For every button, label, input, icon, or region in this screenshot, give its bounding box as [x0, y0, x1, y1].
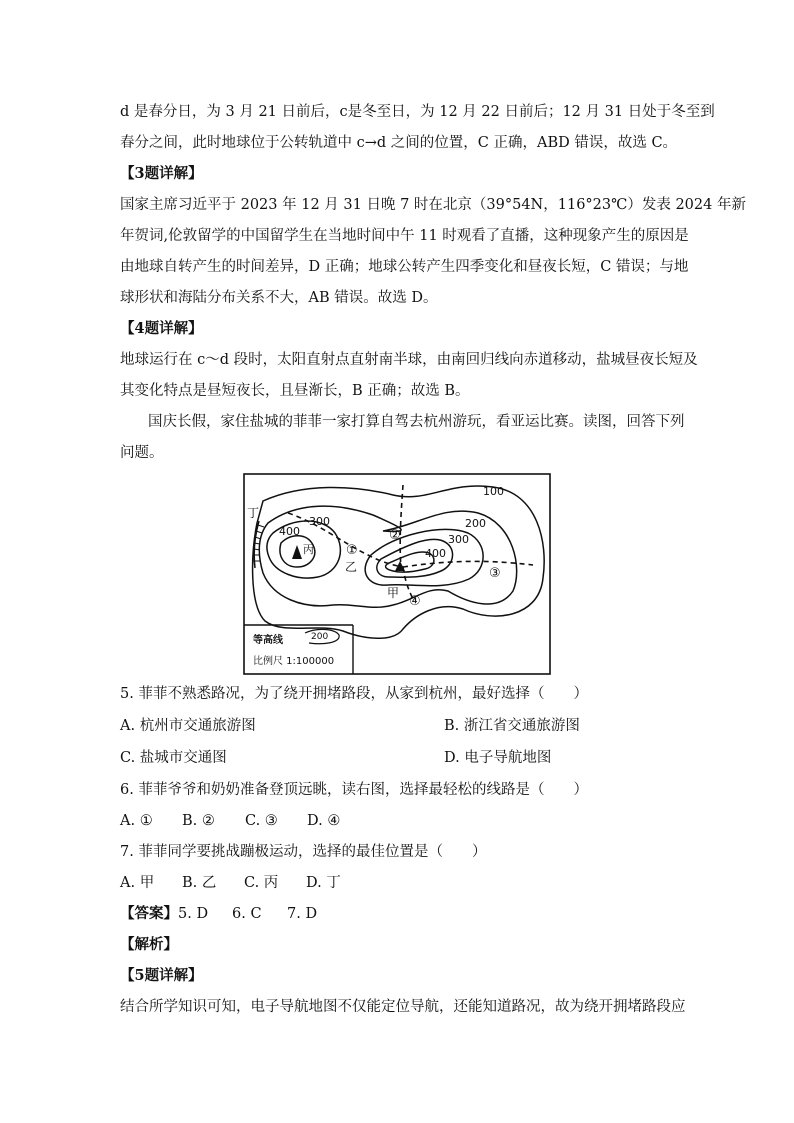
option-item: D. 电子导航地图: [444, 750, 552, 766]
option-item: C. 丙: [244, 875, 279, 891]
body-text-line: 地球运行在 c～d 段时，太阳直射点直射南半球，由南回归线向赤道移动，盐城昼夜长短及: [120, 352, 698, 368]
body-text-line: 结合所学知识可知，电子导航地图不仅能定位导航，还能知道路况，故为绕开拥堵路段应: [120, 999, 686, 1015]
option-item: B. ②: [182, 813, 215, 829]
route-label: ②: [389, 528, 401, 543]
contour-map-figure: [243, 473, 551, 675]
body-text-line: 国家主席习近平于 2023 年 12 月 31 日晚 7 时在北京（39°54N，116°23℃）发表 2024 年新: [120, 197, 746, 213]
contour-label: 300: [448, 533, 469, 546]
body-text-line: d 是春分日，为 3 月 21 日前后，c是冬至日，为 12 月 22 日前后；12 月 31 日处于冬至到: [120, 104, 715, 120]
section-heading: 【5题详解】: [120, 967, 203, 984]
body-text-line: 球形状和海陆分布关系不大，AB 错误。故选 D。: [120, 290, 438, 306]
option-item: D. 丁: [306, 875, 341, 891]
legend-value: 200: [311, 632, 329, 642]
option-item: B. 乙: [182, 875, 217, 891]
answer-row: [120, 904, 680, 924]
body-text-line: 由地球自转产生的时间差异，D 正确；地球公转产生四季变化和昼夜长短，C 错误；与地: [120, 259, 689, 275]
point-label: 丁: [247, 506, 260, 520]
question-7-stem: 7. 菲菲同学要挑战蹦极运动，选择的最佳位置是（ ）: [120, 844, 487, 860]
body-text-line: 春分之间，此时地球位于公转轨道中 c→d 之间的位置，C 正确，ABD 错误，故选 C。: [120, 135, 678, 151]
body-text-line: 年贺词,伦敦留学的中国留学生在当地时间中午 11 时观看了直播，这种现象产生的原因是: [120, 228, 689, 244]
section-heading: 【4题详解】: [120, 320, 203, 337]
option-item: D. ④: [307, 813, 341, 829]
body-text-line: 其变化特点是昼短夜长，且昼渐长，B 正确；故选 B。: [120, 383, 470, 399]
legend-title: 等高线: [253, 635, 283, 646]
options-row: [120, 873, 680, 893]
option-item: B. 浙江省交通旅游图: [444, 718, 580, 734]
option-item: A. 甲: [120, 875, 155, 891]
route-label: ④: [409, 594, 421, 609]
answer-value: 6. C: [232, 906, 262, 922]
route-label: ③: [489, 566, 501, 581]
question-6-stem: 6. 菲菲爷爷和奶奶准备登顶远眺，读右图，选择最轻松的线路是（ ）: [120, 782, 588, 798]
options-row: [120, 811, 680, 831]
contour-label: 200: [465, 517, 486, 530]
option-item: C. ③: [245, 813, 278, 829]
section-heading: 【3题详解】: [120, 165, 203, 182]
option-item: A. ①: [120, 813, 153, 829]
option-item: C. 盐城市交通图: [120, 750, 227, 766]
question-stem: 问题。: [120, 445, 164, 461]
contour-label: 300: [309, 515, 330, 528]
route-label: ①: [346, 543, 358, 558]
point-label: 甲: [387, 586, 400, 600]
question-5-stem: 5. 菲菲不熟悉路况，为了绕开拥堵路段，从家到杭州，最好选择（ ）: [120, 686, 588, 702]
point-label: 乙: [345, 560, 358, 574]
contour-label: 400: [425, 547, 446, 560]
answer-value: 5. D: [178, 906, 209, 922]
answer-value: 7. D: [287, 906, 318, 922]
question-stem: 国庆长假，家住盐城的菲菲一家打算自驾去杭州游玩，看亚运比赛。读图，回答下列: [148, 414, 685, 430]
answer-label: 【答案】: [120, 905, 178, 922]
contour-label: 400: [279, 525, 300, 538]
contour-label: 100: [483, 485, 504, 498]
scale-text: 比例尺 1:100000: [253, 656, 335, 667]
point-label: 丙: [303, 543, 314, 556]
option-item: A. 杭州市交通旅游图: [120, 718, 256, 734]
section-heading: 【解析】: [120, 936, 178, 953]
